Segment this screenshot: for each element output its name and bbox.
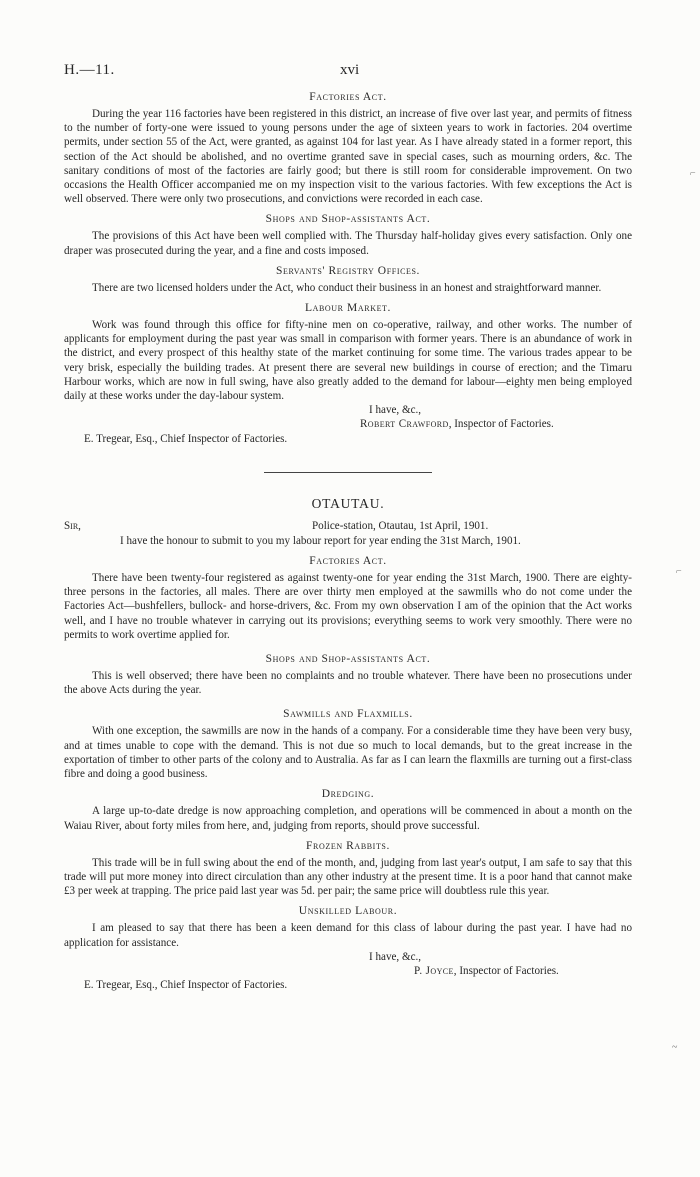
shops-act-paragraph: The provisions of this Act have been well complied with. The Thursday half-holiday gives every satisfaction. Only one draper was prosecuted during the year, and a fine and costs imposed.: [64, 230, 632, 257]
otautau-signer-title: , Inspector of Factories.: [453, 964, 559, 977]
factories-act-heading: Factories Act.: [309, 91, 387, 103]
signer-name: Robert Crawford: [360, 418, 449, 431]
frozen-rabbits-paragraph: This trade will be in full swing about the end of the month, and, judging from last year's output, I am safe to say that this trade will put more money into direct circulation than any other industry at the present time. It is a poor hand that cannot make £3 per week at trapping. The price paid last year was 5d. per pair; the same price will doubtless rule this year.: [64, 856, 632, 898]
otautau-shops-paragraph: This is well observed; there have been no complaints and no trouble whatever. There have been no prosecutions under the above Acts during the year.: [64, 670, 632, 697]
salutation-line: [64, 519, 632, 534]
otautau-factories-paragraph: There have been twenty-four registered as against twenty-one for year ending the 31st March, 1900. There are eighty-three persons in the factories, all males. There are over thirty men employed at the sawmills who do not come under the Factories Act—bushfellers, bullock- and horse-drivers, &c. From my own observation I am of the opinion that the Act works well, and I have no trouble whatever in carrying out its provisions; everything seems to work very smoothly. There were no permits to work overtime applied for.: [64, 572, 632, 641]
page-number: xvi: [340, 62, 360, 78]
factories-act-paragraph: During the year 116 factories have been registered in this district, an increase of five over last year, and permits of fitness to the number of forty-one were issued to young persons under the age of sixteen years to work in factories. 204 overtime permits, under section 55 of the Act, were granted, as against 104 for last year. As I have already stated in a former report, this section of the Act should be abolished, and no overtime granted save in special cases, such as mourning orders, &c. The sanitary conditions of most of the factories are fairly good; but there is still room for considerable improvement. On two occasions the Health Officer accompanied me on my inspection visit to the various factories. With few exceptions the Act is well observed. There were only two prosecutions, and convictions were recorded in each case.: [64, 108, 632, 206]
margin-speck: ⌐: [690, 168, 696, 179]
salutation: Sir,: [64, 519, 81, 532]
servants-registry-paragraph: There are two licensed holders under the Act, who conduct their business in an honest and straightforward manner.: [92, 281, 602, 294]
sawmills-paragraph: With one exception, the sawmills are now in the hands of a company. For a considerable time they have been very busy, and at times unable to cope with the demand. This is not due so much to local demands, but to the great increase in the exportation of timber to other parts of the colony and to Australia. As far as I can learn the flaxmills are turning out a first-class fibre and doing a good business.: [64, 725, 632, 781]
otautau-addressee-line: E. Tregear, Esq., Chief Inspector of Factories.: [84, 979, 288, 992]
margin-speck: ~: [672, 1042, 678, 1053]
dredging-paragraph: A large up-to-date dredge is now approaching completion, and operations will be commenced in about a month on the Waiau River, about forty miles from here, and, judging from reports, should prove successful.: [64, 805, 632, 832]
margin-speck: ⌐: [676, 566, 682, 577]
otautau-factories-heading: Factories Act.: [309, 555, 387, 568]
servants-registry-heading: Servants' Registry Offices.: [275, 264, 421, 277]
otautau-closing-phrase: I have, &c.,: [369, 950, 422, 963]
labour-market-heading: Labour Market.: [304, 302, 392, 315]
intro-paragraph: I have the honour to submit to you my labour report for year ending the 31st March, 1901.: [120, 534, 521, 547]
sawmills-heading: Sawmills and Flaxmills.: [283, 708, 413, 721]
frozen-rabbits-heading: Frozen Rabbits.: [306, 839, 390, 852]
section-divider: [264, 472, 432, 473]
otautau-title: OTAUTAU.: [311, 495, 385, 511]
document-reference: H.—11.: [64, 62, 115, 78]
addressee-line: E. Tregear, Esq., Chief Inspector of Factories.: [84, 432, 288, 445]
page-header: [64, 62, 632, 84]
signature-line: [64, 417, 632, 431]
unskilled-labour-paragraph: I am pleased to say that there has been a keen demand for this class of labour during the past year. I have had no application for assistance.: [64, 922, 632, 949]
unskilled-labour-heading: Unskilled Labour.: [298, 905, 398, 918]
otautau-signer-name: P. Joyce: [414, 964, 454, 977]
shops-act-heading: Shops and Shop-assistants Act.: [265, 213, 431, 226]
document-page: [64, 62, 632, 992]
place-and-date: Police-station, Otautau, 1st April, 1901.: [312, 519, 489, 532]
signer-title: , Inspector of Factories.: [448, 418, 554, 431]
dredging-heading: Dredging.: [321, 788, 375, 801]
labour-market-paragraph: Work was found through this office for fifty-nine men on co-operative, railway, and other works. The number of applicants for employment during the past year was small in comparison with former years. There is an abundance of work in the district, and every prospect of this healthy state of the market continuing for some time. The various trades appear to be very brisk, especially the building trades. At present there are several new buildings in course of erection; and the Timaru Harbour works, which are now in full swing, have also greatly added to the demand for labour—eighty men being employed daily at these works under the day-labour system.: [64, 319, 632, 403]
otautau-signature-line: [64, 964, 632, 978]
otautau-shops-heading: Shops and Shop-assistants Act.: [265, 653, 431, 666]
closing-phrase: I have, &c.,: [369, 404, 422, 417]
